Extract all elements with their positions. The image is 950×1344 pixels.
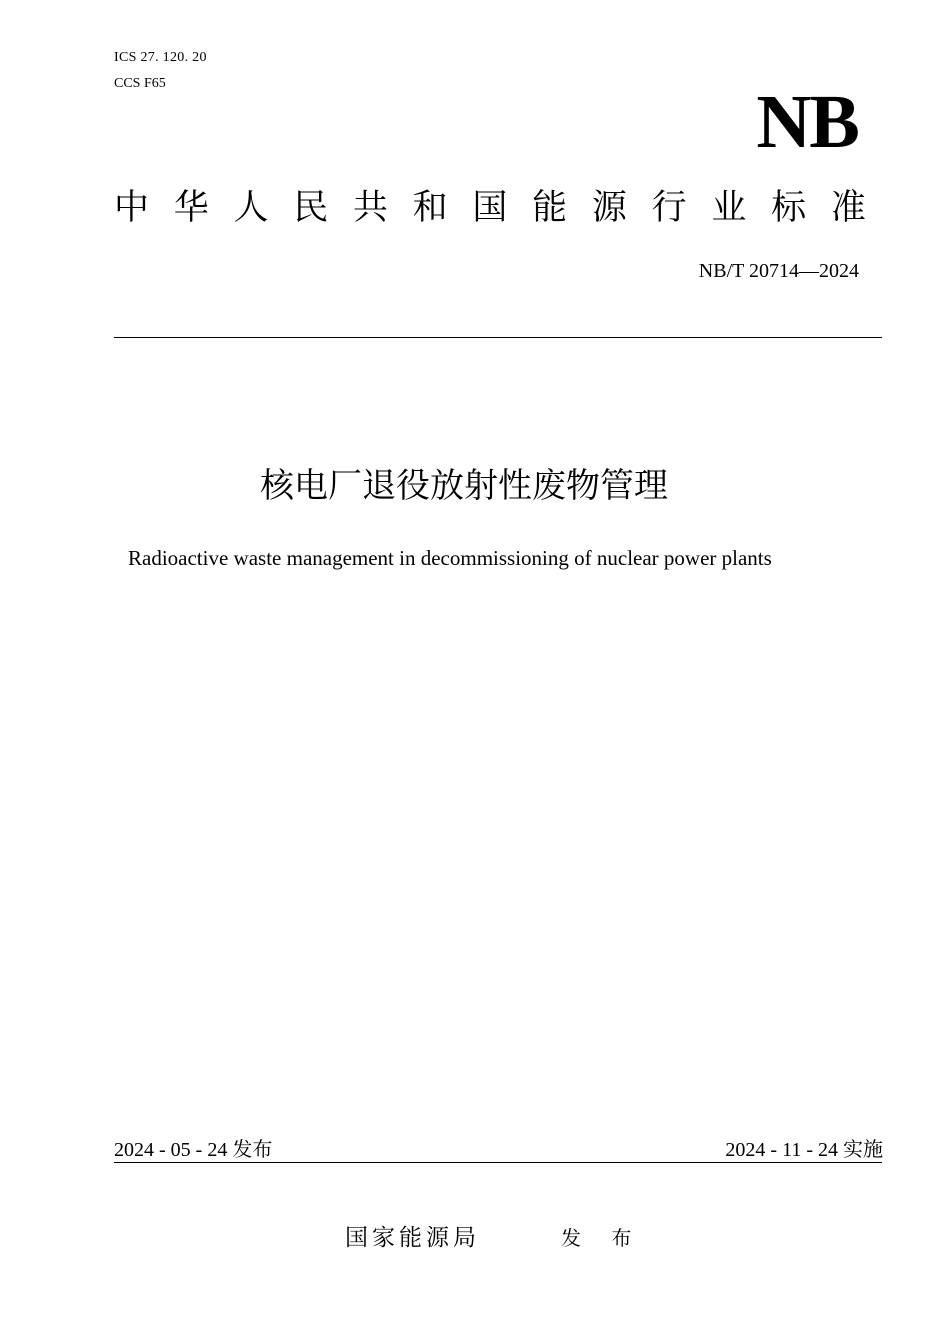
footer-divider <box>114 1162 882 1163</box>
standard-type-char: 华 <box>173 188 209 228</box>
document-title-chinese: 核电厂退役放射性废物管理 <box>260 466 668 506</box>
header-divider <box>114 337 882 338</box>
standard-type-char: 标 <box>771 188 807 228</box>
standard-type-char: 国 <box>472 188 508 228</box>
ccs-code: CCS F65 <box>114 76 166 91</box>
standard-number: NB/T 20714—2024 <box>698 260 859 282</box>
ics-code: ICS 27. 120. 20 <box>114 50 207 65</box>
standard-type-char: 共 <box>352 188 388 228</box>
standard-type-char: 源 <box>591 188 627 228</box>
issuing-authority: 国家能源局 <box>345 1225 480 1251</box>
standard-type-char: 行 <box>651 188 687 228</box>
standard-type-char: 中 <box>114 188 150 228</box>
nb-logo: NB <box>756 80 858 164</box>
issue-label: 发 布 <box>561 1226 644 1250</box>
publication-date: 2024 - 05 - 24 发布 <box>114 1139 273 1161</box>
standard-type-char: 业 <box>711 188 747 228</box>
standard-type-heading <box>114 186 866 230</box>
standard-type-char: 能 <box>532 188 568 228</box>
standard-type-char: 民 <box>293 188 329 228</box>
standard-type-char: 准 <box>830 188 866 228</box>
standard-type-char: 人 <box>233 188 269 228</box>
standard-type-char: 和 <box>412 188 448 228</box>
implementation-date: 2024 - 11 - 24 实施 <box>725 1139 883 1161</box>
document-title-english: Radioactive waste management in decommissioning of nuclear power plants <box>128 546 772 570</box>
